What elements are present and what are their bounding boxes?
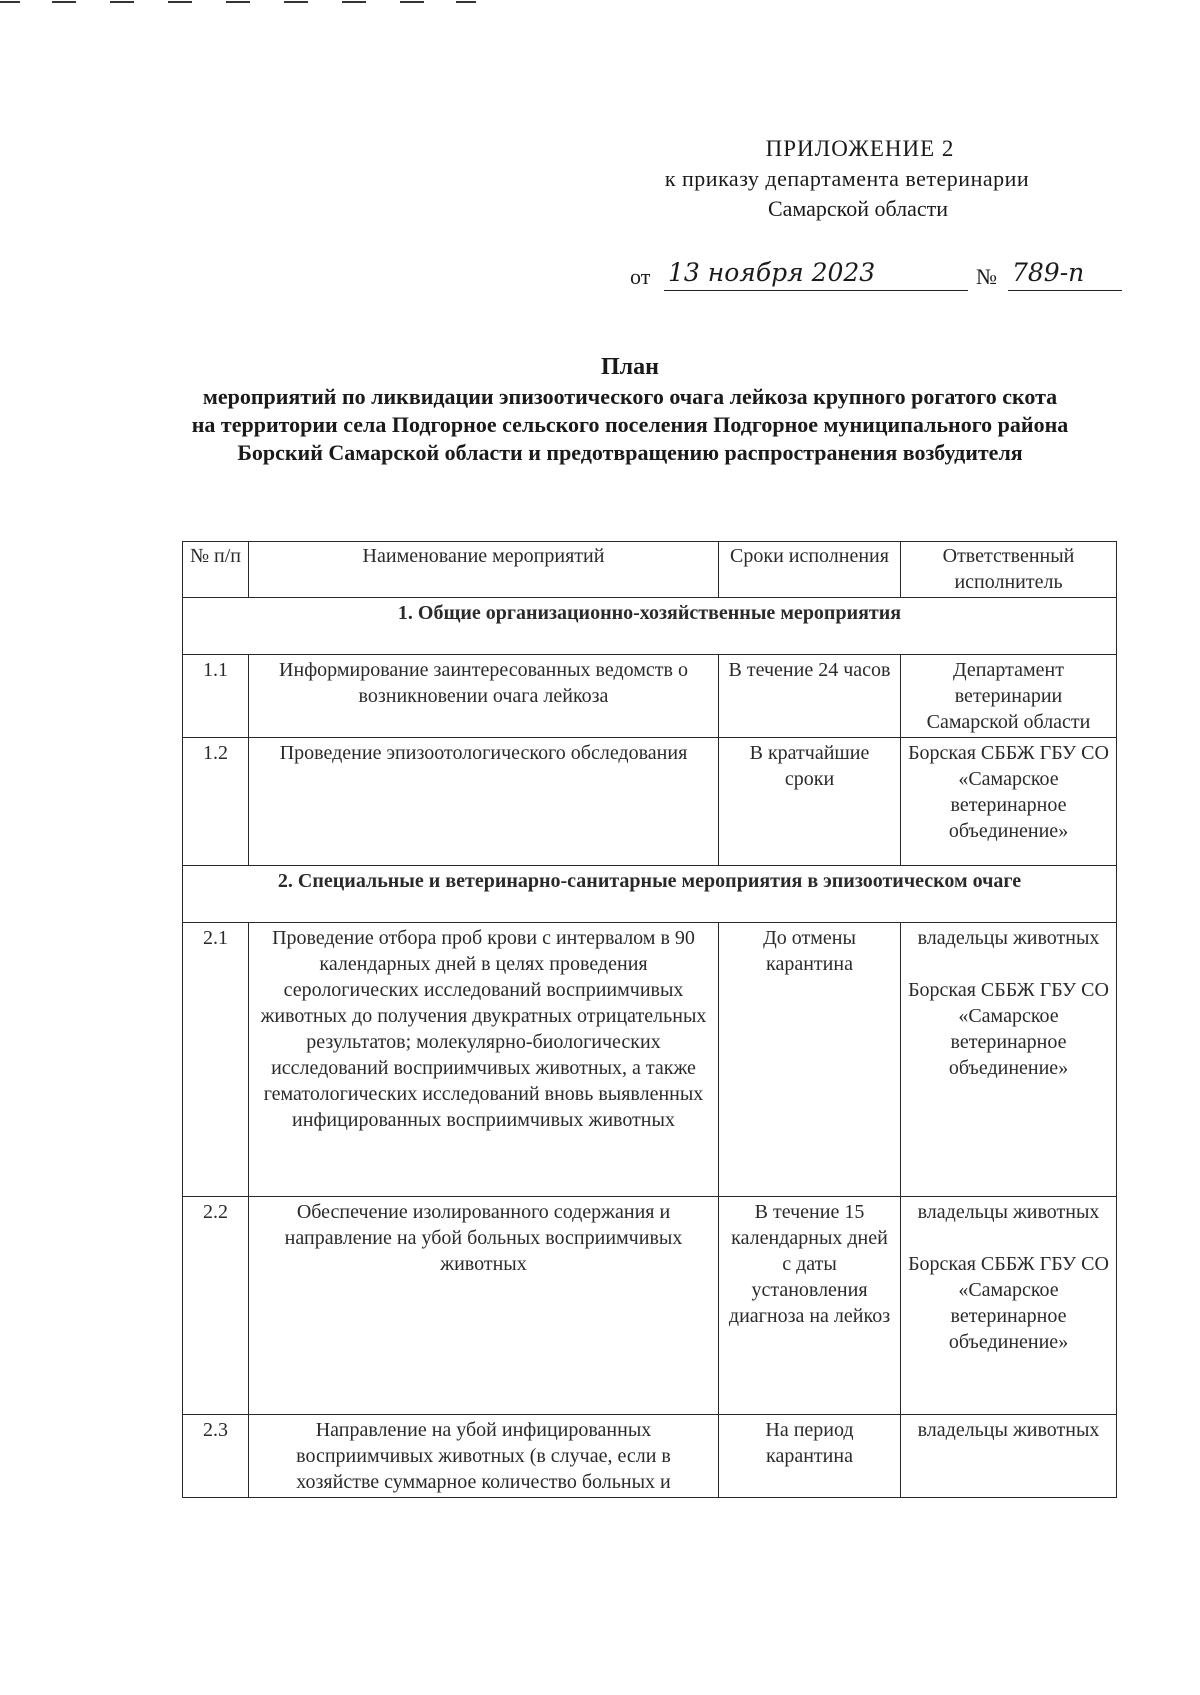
order-date-number [630,258,1130,298]
plan-heading: План [601,354,659,380]
row-num: 2.3 [183,1415,249,1498]
appendix-header [560,134,1120,224]
plan-subtitle: мероприятий по ликвидации эпизоотического очага лейкоза крупного рогатого скота на территории села Подгорное сельского поселения Подгорное муниципального района Борский Самарской области и предотвращению распространения возбудителя [191,384,1069,465]
row-name: Направление на убой инфицированных восприимчивых животных (в случае, если в хозяйстве суммарное количество больных и [249,1415,719,1498]
table-row [183,655,1117,738]
row-resp [901,1197,1117,1415]
row-name: Проведение отбора проб крови с интервалом в 90 календарных дней в целях проведения серологических исследований восприимчивых животных до получения двукратных отрицательных результатов; молекулярно-биологических исследований восприимчивых животных, а также гематологических исследований вновь выявленных инфицированных восприимчивых животных [249,923,719,1197]
header-resp: Ответственный исполнитель [901,542,1117,598]
header-term: Сроки исполнения [719,542,901,598]
header-name: Наименование мероприятий [249,542,719,598]
row-term: В течение 15 календарных дней с даты установления диагноза на лейкоз [719,1197,901,1415]
section-2-title: 2. Специальные и ветеринарно-санитарные мероприятия в эпизоотическом очаге [183,866,1117,923]
row-name: Информирование заинтересованных ведомств о возникновении очага лейкоза [249,655,719,738]
row-term: В течение 24 часов [719,655,901,738]
table-row [183,1197,1117,1415]
row-resp: Департамент ветеринарии Самарской области [901,655,1117,738]
resp-station: Борская СББЖ ГБУ СО «Самарское ветеринарное объединение» [908,1253,1109,1353]
table-row [183,923,1117,1197]
section-1-title: 1. Общие организационно-хозяйственные мероприятия [183,598,1117,655]
row-resp: владельцы животных [901,1415,1117,1498]
section-row [183,866,1117,923]
appendix-region: Самарской области [767,196,949,221]
row-term: До отмены карантина [719,923,901,1197]
row-term: На период карантина [719,1415,901,1498]
row-resp: Борская СББЖ ГБУ СО «Самарское ветеринарное объединение» [901,738,1117,866]
table-header-row [183,542,1117,598]
scan-artifact-dashes [0,0,520,12]
order-number-label: № [976,264,997,289]
table-row [183,1415,1117,1498]
appendix-title: ПРИЛОЖЕНИЕ 2 [765,136,955,161]
order-date-handwritten: 13 ноября 2023 [664,258,968,291]
measures-table [182,541,1117,1498]
resp-station: Борская СББЖ ГБУ СО «Самарское ветеринарное объединение» [908,979,1109,1079]
row-num: 2.1 [183,923,249,1197]
row-term: В кратчайшие сроки [719,738,901,866]
row-name: Проведение эпизоотологического обследования [249,738,719,866]
row-resp [901,923,1117,1197]
resp-owner: владельцы животных [917,927,1100,949]
row-num: 1.1 [183,655,249,738]
table-row [183,738,1117,866]
row-name: Обеспечение изолированного содержания и направление на убой больных восприимчивых животных [249,1197,719,1415]
appendix-order-ref: к приказу департамента ветеринарии [664,166,1030,191]
header-num: № п/п [183,542,249,598]
plan-title-block [190,353,1070,467]
row-num: 2.2 [183,1197,249,1415]
resp-owner: владельцы животных [917,1201,1100,1223]
order-date-prefix: от [630,264,651,289]
section-row [183,598,1117,655]
row-num: 1.2 [183,738,249,866]
order-number-handwritten: 789-п [1008,258,1122,291]
